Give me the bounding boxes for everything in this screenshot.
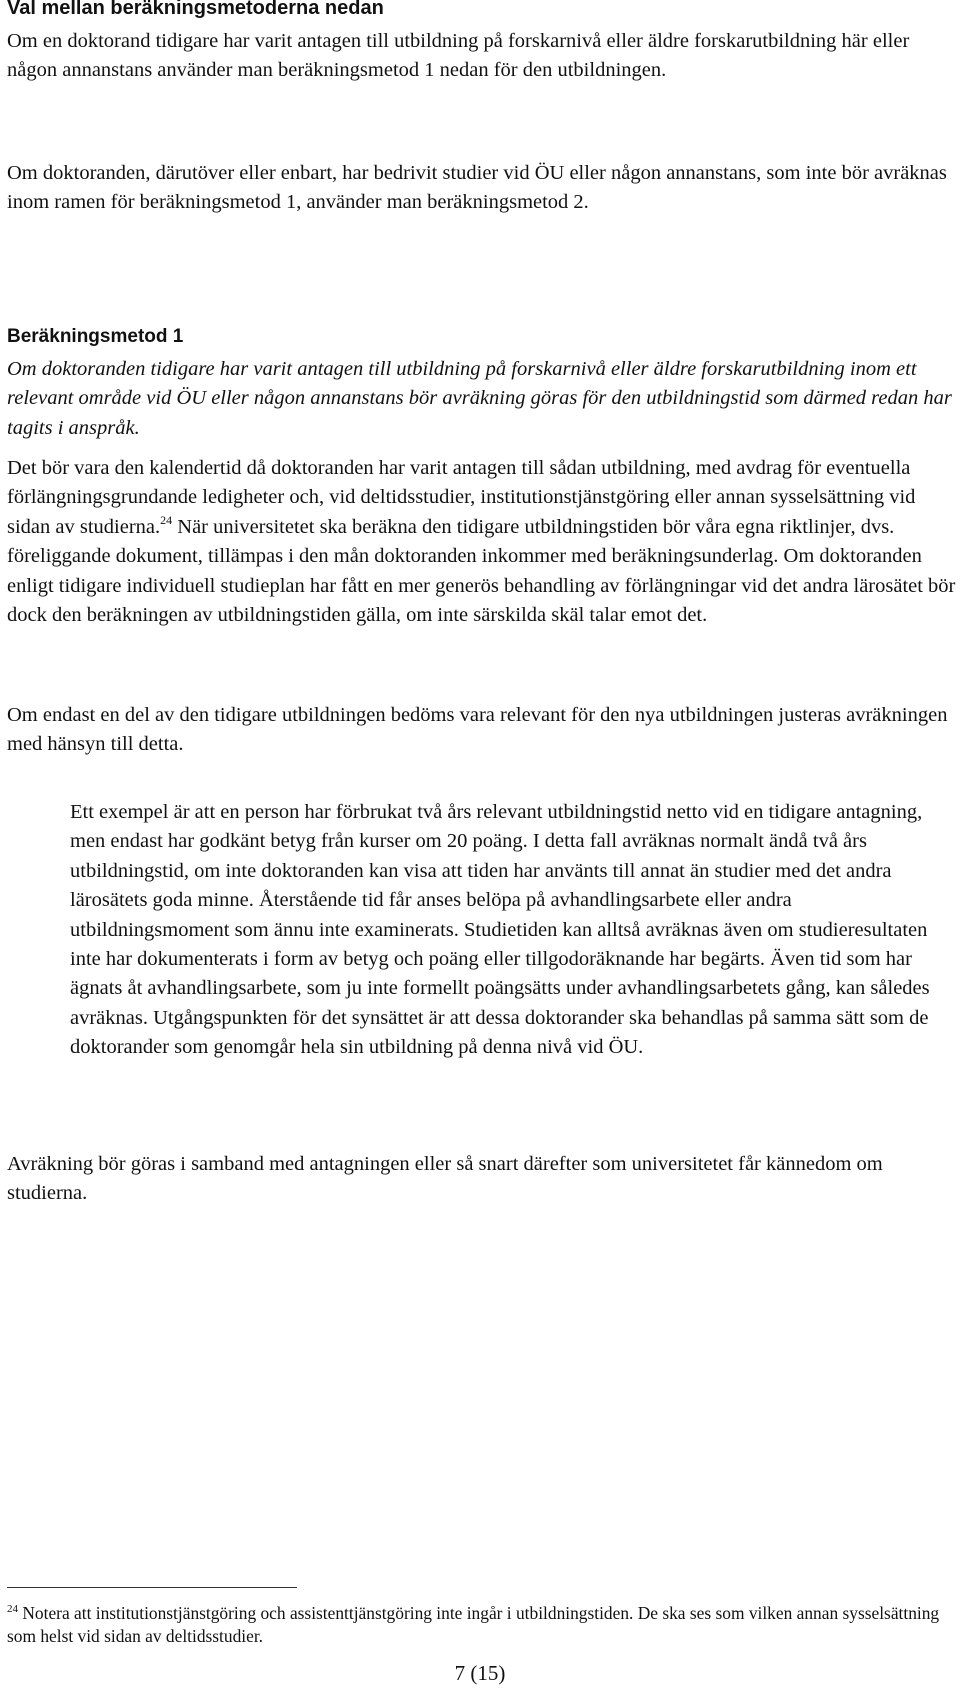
- intro-paragraph-2: Om doktoranden, därutöver eller enbart, har bedrivit studier vid ÖU eller någon annanstans, som inte bör avräknas inom ramen för beräkningsmetod 1, använder man beräkningsmetod 2.: [7, 162, 947, 214]
- footnote-24: [7, 1602, 952, 1648]
- body-paragraph-2: Om endast en del av den tidigare utbildningen bedöms vara relevant för den nya utbildningen justeras avräkningen med hänsyn till detta.: [7, 704, 948, 756]
- footnote-divider: [7, 1587, 297, 1588]
- footnote-marker: 24: [7, 1603, 18, 1615]
- method-1-subheading: Beräkningsmetod 1: [7, 326, 184, 347]
- closing-paragraph: Avräkning bör göras i samband med antagningen eller så snart därefter som universitetet får kännedom om studierna.: [7, 1153, 883, 1205]
- section-heading: Val mellan beräkningsmetoderna nedan: [7, 0, 384, 19]
- method-1-italic-paragraph: Om doktoranden tidigare har varit antagen till utbildning på forskarnivå eller äldre forskarutbildning inom ett relevant område vid ÖU eller någon annanstans bör avräkning göras för den utbildningstid som därmed redan har tagits i anspråk.: [7, 358, 952, 439]
- body-paragraph-1-part-1: Det bör vara den kalendertid då doktoranden har varit antagen till sådan utbildning, med avdrag för eventuella förlängningsgrundande ledigheter och, vid deltidsstudier, institutionstjänstgöring eller annan sysselsättning vid sidan av studierna.: [7, 457, 916, 538]
- page-number: 7 (15): [454, 1661, 506, 1685]
- body-paragraph-1: [7, 454, 957, 630]
- intro-paragraph-1: Om en doktorand tidigare har varit antagen till utbildning på forskarnivå eller äldre forskarutbildning här eller någon annanstans använder man beräkningsmetod 1 nedan för den utbildningen.: [7, 30, 910, 82]
- body-paragraph-1-part-2: När universitetet ska beräkna den tidigare utbildningstiden bör våra egna riktlinjer, dvs. föreliggande dokument, tillämpas i den mån doktoranden inkommer med beräkningsunderlag. Om doktoranden enligt tidigare individuell studieplan har fått en mer generös behandling av förlängningar vid det andra lärosätet bör dock den beräkningen av utbildningstiden gälla, om inte särskilda skäl talar emot det.: [7, 515, 956, 627]
- footnote-text: Notera att institutionstjänstgöring och assistenttjänstgöring inte ingår i utbildningstiden. De ska ses som vilken annan sysselsättning som helst vid sidan av deltidsstudier.: [7, 1603, 940, 1646]
- footnote-reference-24[interactable]: 24: [160, 512, 173, 527]
- example-paragraph: Ett exempel är att en person har förbrukat två års relevant utbildningstid netto vid en tidigare antagning, men endast har godkänt betyg från kurser om 20 poäng. I detta fall avräknas normalt ändå två års utbildningstid, om inte doktoranden kan visa att tiden har använts till annat än studier med det andra lärosätets goda minne. Återstående tid får anses belöpa på avhandlingsarbete eller andra utbildningsmoment som ännu inte examinerats. Studietiden kan alltså avräknas även om studieresultaten inte har dokumenterats i form av betyg och poäng eller tillgodoräknande har begärts. Även tid som har ägnats åt avhandlingsarbete, som ju inte formellt poängsätts under avhandlingsarbetets gång, kan således avräknas. Utgångspunkten för det synsättet är att dessa doktorander ska behandlas på samma sätt som de doktorander som genomgår hela sin utbildning på denna nivå vid ÖU.: [70, 801, 930, 1059]
